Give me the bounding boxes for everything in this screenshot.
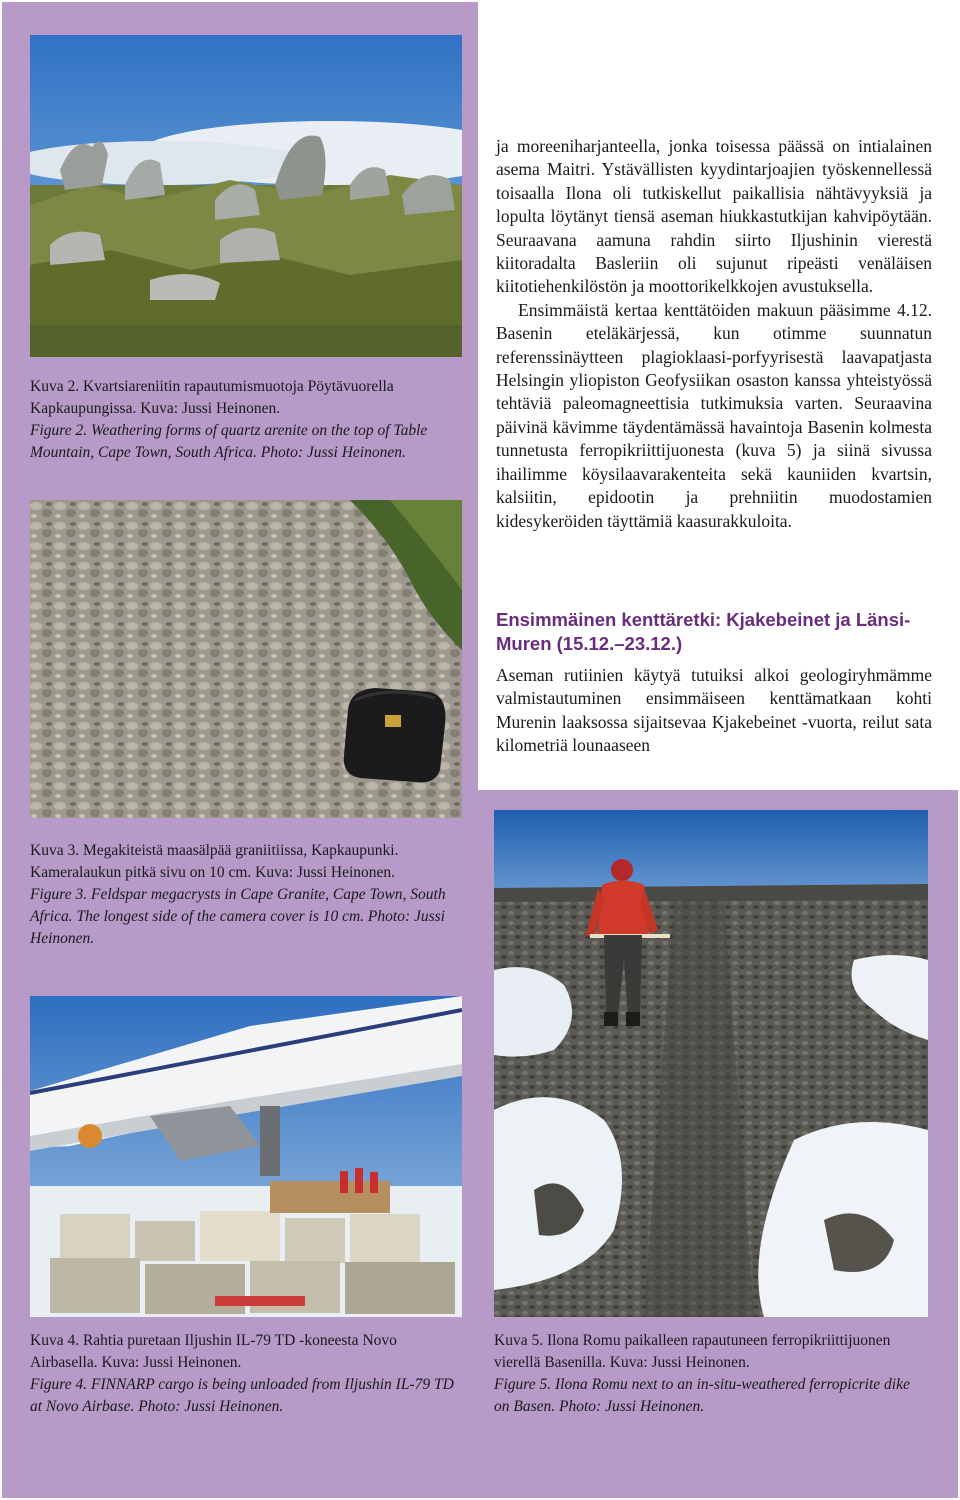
- figure5-caption-fi: Kuva 5. Ilona Romu paikalleen rapautuneen ferropikriittijuonen vierellä Basenilla. Kuva: Jussi Heinonen.: [494, 1332, 891, 1371]
- figure4-caption-fi: Kuva 4. Rahtia puretaan Iljushin IL-79 TD -koneesta Novo Airbasella. Kuva: Jussi Heinonen.: [30, 1332, 397, 1371]
- figure2-caption-en: Figure 2. Weathering forms of quartz arenite on the top of Table Mountain, Cape Town, South Africa. Photo: Jussi Heinonen.: [30, 422, 428, 461]
- article-paragraph-2: Ensimmäistä kertaa kenttätöiden makuun pääsimme 4.12. Basenin eteläkärjessä, kun otimme suunnatun referenssinäytteen plagioklaasi-porfyyrisestä laavapatjasta Helsingin yliopiston Geofysiikan osaston kanssa yhteistyössä tehtäviä paleomagneettisia tutkimuksia varten. Seuraavina päivinä kävimme täydentämässä havaintoja Basenin kolmesta tunnetusta ferropikriittijuonesta (kuva 5) ja siinä sivussa ihailimme köysilaavarakenteita sekä kauniiden kvartsin, kalsiitin, epidootin ja prehniitin muodostamien kidesykeröiden täyttämiä kaasurakkuloita.: [496, 299, 932, 531]
- figure4-caption: [30, 1330, 462, 1418]
- figure2-caption-fi: Kuva 2. Kvartsiareniitin rapautumismuotoja Pöytävuorella Kapkaupungissa. Kuva: Jussi Heinonen.: [30, 378, 394, 417]
- figure5-photo: [494, 810, 928, 1317]
- figure5-caption-en: Figure 5. Ilona Romu next to an in-situ-weathered ferropicrite dike on Basen. Photo: Jussi Heinonen.: [494, 1376, 910, 1415]
- section-heading: Ensimmäinen kenttäretki: Kjakebeinet ja Länsi-Muren (15.12.–23.12.): [496, 609, 911, 654]
- article-paragraph-1: ja moreeniharjanteella, jonka toisessa päässä on intialainen asema Maitri. Ystävällisten kyydintarjoajien työskennellessä toisaalla Ilona oli tutkiskellut paikallisia nähtävyyksiä ja lopulta löytänyt tiensä aseman hiukkastutkijan kahvipöytään. Seuraavana aamuna rahdin siirto Iljushinin vierestä kiitoradalta Basleriin oli sujunut ripeästi venäläisen kiitotiehenkilöstön ja moottorikelkkojen avustuksella.: [496, 136, 932, 297]
- figure3-caption: [30, 840, 462, 950]
- figure5-caption: [494, 1330, 928, 1418]
- article-body-top: [496, 135, 932, 533]
- figure4-photo: [30, 996, 462, 1317]
- figure4-caption-en: Figure 4. FINNARP cargo is being unloaded from Iljushin IL-79 TD at Novo Airbase. Photo: Jussi Heinonen.: [30, 1376, 454, 1415]
- figure2-photo: [30, 35, 462, 357]
- figure3-caption-en: Figure 3. Feldspar megacrysts in Cape Granite, Cape Town, South Africa. The longest side of the camera cover is 10 cm. Photo: Jussi Heinonen.: [30, 886, 446, 947]
- figure2-caption: [30, 376, 462, 464]
- figure3-caption-fi: Kuva 3. Megakiteistä maasälpää graniitiissa, Kapkaupunki. Kameralaukun pitkä sivu on 10 cm. Kuva: Jussi Heinonen.: [30, 842, 399, 881]
- figure3-photo: [30, 500, 462, 818]
- article-paragraph-3: Aseman rutiinien käytyä tutuiksi alkoi geologiryhmämme valmistautuminen ensimmäiseen kenttämatkaan kohti Murenin laaksossa sijaitsevaa Kjakebeinet -vuorta, reilut sata kilometriä lounaaseen: [496, 665, 932, 756]
- article-body-bottom: [496, 664, 932, 758]
